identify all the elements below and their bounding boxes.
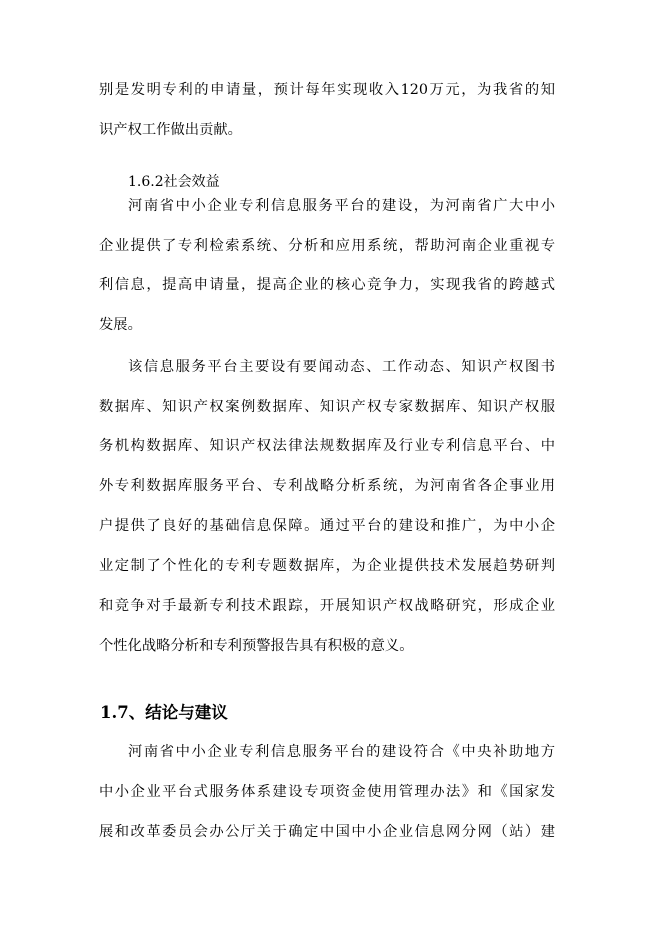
paragraph-platform-line-1: 该信息服务平台主要设有要闻动态、工作动态、知识产权图书 <box>128 359 555 375</box>
subsection-title: 1.6.2社会效益 <box>128 174 220 190</box>
paragraph-social-line-2: 企业提供了专利检索系统、分析和应用系统，帮助河南企业重视专 <box>99 238 555 254</box>
paragraph-platform-line-7: 和竞争对手最新专利技术跟踪，开展知识产权战略研究，形成企业 <box>99 598 555 614</box>
paragraph-conclusion-line-2: 中小企业平台式服务体系建设专项资金使用管理办法》和《国家发 <box>99 784 555 800</box>
paragraph-platform-line-5: 户提供了良好的基础信息保障。通过平台的建设和推广，为中小企 <box>99 518 555 534</box>
paragraph-social-line-4: 发展。 <box>99 317 142 333</box>
paragraph-continued-line-2: 识产权工作做出贡献。 <box>99 122 242 138</box>
paragraph-platform-line-3: 务机构数据库、知识产权法律法规数据库及行业专利信息平台、中 <box>99 438 555 454</box>
paragraph-platform-line-8: 个性化战略分析和专利预警报告具有积极的意义。 <box>99 638 414 654</box>
paragraph-social-line-3: 利信息，提高申请量，提高企业的核心竞争力，实现我省的跨越式 <box>99 277 555 293</box>
paragraph-platform-line-4: 外专利数据库服务平台、专利战略分析系统，为河南省各企事业用 <box>99 478 555 494</box>
paragraph-social-line-1: 河南省中小企业专利信息服务平台的建设，为河南省广大中小 <box>128 198 555 214</box>
paragraph-platform-line-6: 业定制了个性化的专利专题数据库，为企业提供技术发展趋势研判 <box>99 558 555 574</box>
paragraph-continued-line-1: 别是发明专利的申请量，预计每年实现收入120万元，为我省的知 <box>99 82 555 98</box>
paragraph-platform-line-2: 数据库、知识产权案例数据库、知识产权专家数据库、知识产权服 <box>99 399 555 415</box>
section-heading: 1.7、结论与建议 <box>100 703 228 722</box>
paragraph-conclusion-line-1: 河南省中小企业专利信息服务平台的建设符合《中央补助地方 <box>128 744 555 760</box>
paragraph-conclusion-line-3: 展和改革委员会办公厅关于确定中国中小企业信息网分网（站）建 <box>99 824 555 840</box>
